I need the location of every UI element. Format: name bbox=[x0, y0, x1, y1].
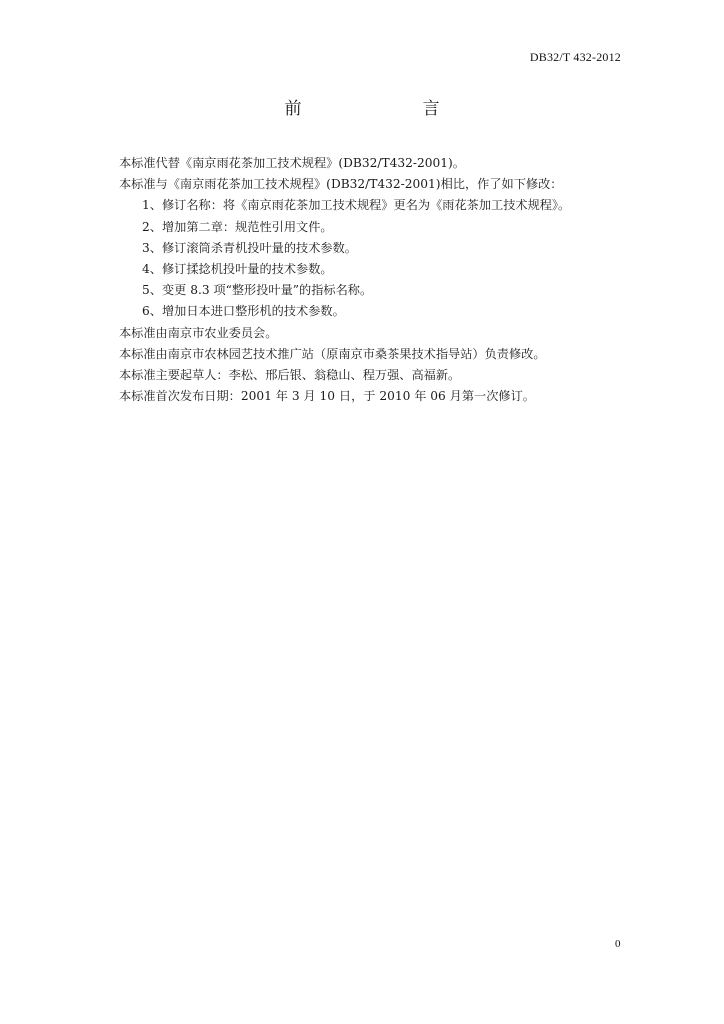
foreword-body bbox=[119, 153, 639, 407]
paragraph-drafters: 本标准主要起草人：李松、邢后银、翁稳山、程万强、高福新。 bbox=[119, 368, 461, 383]
paragraph-responsible: 本标准由南京市农林园艺技术推广站（原南京市桑茶果技术指导站）负责修改。 bbox=[119, 346, 546, 361]
paragraph-replaces: 本标准代替《南京雨花茶加工技术规程》(DB32/T432-2001)。 bbox=[119, 156, 465, 170]
page-title: 前 言 bbox=[284, 99, 492, 119]
paragraph-changes-intro: 本标准与《南京雨花茶加工技术规程》(DB32/T432-2001)相比，作了如下修改： bbox=[119, 177, 563, 192]
change-item-4: 4、修订揉捻机投叶量的技术参数。 bbox=[142, 262, 333, 277]
page-number: 0 bbox=[615, 938, 621, 950]
change-item-5: 5、变更 8.3 项“整形投叶量”的指标名称。 bbox=[142, 283, 373, 298]
change-item-3: 3、修订滚筒杀青机投叶量的技术参数。 bbox=[142, 240, 357, 255]
standard-code: DB32/T 432-2012 bbox=[529, 50, 621, 64]
change-item-6: 6、增加日本进口整形机的技术参数。 bbox=[142, 304, 345, 319]
paragraph-proposer: 本标准由南京市农业委员会。 bbox=[119, 325, 278, 340]
paragraph-release-date: 本标准首次发布日期：2001 年 3 月 10 日，于 2010 年 06 月第一次修订。 bbox=[119, 389, 535, 404]
change-item-2: 2、增加第二章：规范性引用文件。 bbox=[142, 219, 333, 234]
change-item-1: 1、修订名称：将《南京雨花茶加工技术规程》更名为《雨花茶加工技术规程》。 bbox=[142, 198, 571, 213]
